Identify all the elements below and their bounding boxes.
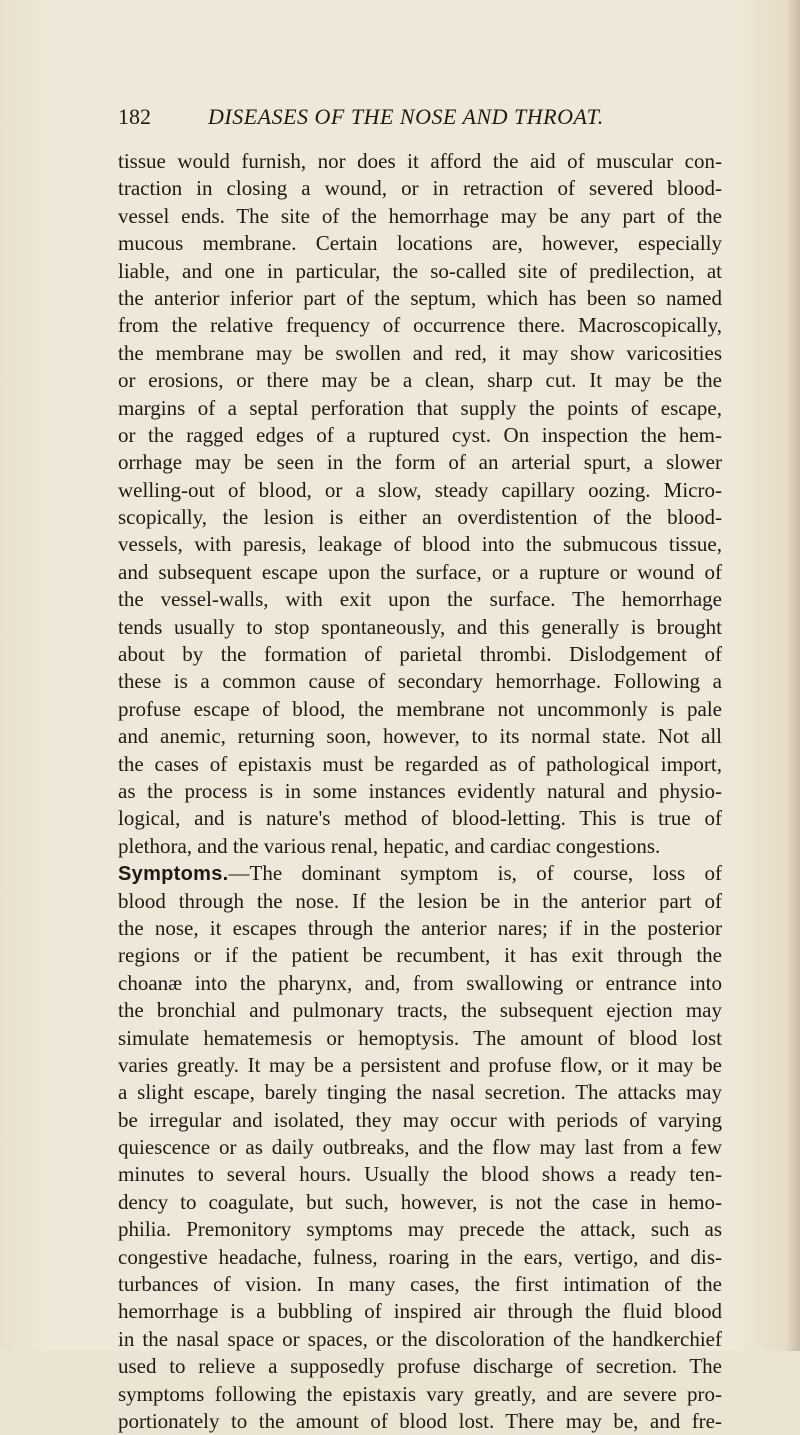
body-text: [118, 148, 722, 1435]
page-header: [118, 104, 722, 134]
text-line: or the ragged edges of a ruptured cyst. On inspection the hem-: [118, 422, 722, 447]
text-line: and anemic, returning soon, however, to its normal state. Not all: [118, 724, 722, 749]
text-line: used to relieve a supposedly profuse discharge of secretion. The: [118, 1354, 722, 1379]
text-line: plethora, and the various renal, hepatic, and cardiac congestions.: [118, 833, 661, 858]
text-line: the vessel-walls, with exit upon the surface. The hemorrhage: [118, 587, 722, 612]
text-line: blood through the nose. If the lesion be in the anterior part of: [118, 888, 722, 913]
text-line: philia. Premonitory symptoms may precede the attack, such as: [118, 1217, 722, 1242]
text-line: varies greatly. It may be a persistent and profuse flow, or it may be: [118, 1052, 722, 1077]
text-line: traction in closing a wound, or in retraction of severed blood-: [118, 176, 722, 201]
text-line: regions or if the patient be recumbent, it has exit through the: [118, 943, 722, 968]
text-line: minutes to several hours. Usually the blood shows a ready ten-: [118, 1162, 722, 1187]
text-line: welling-out of blood, or a slow, steady capillary oozing. Micro-: [118, 477, 722, 502]
text-line: the bronchial and pulmonary tracts, the subsequent ejection may: [118, 998, 722, 1023]
text-line: logical, and is nature's method of blood-letting. This is true of: [118, 806, 722, 831]
text-line: and subsequent escape upon the surface, or a rupture or wound of: [118, 559, 722, 584]
symptoms-heading: Symptoms.: [118, 863, 229, 886]
running-title: DISEASES OF THE NOSE AND THROAT.: [208, 104, 604, 129]
text-line: in the nasal space or spaces, or the discoloration of the handkerchief: [118, 1326, 722, 1351]
text-line: turbances of vision. In many cases, the first intimation of the: [118, 1272, 722, 1297]
text-line: these is a common cause of secondary hemorrhage. Following a: [118, 669, 722, 694]
text-line: from the relative frequency of occurrence there. Macroscopically,: [118, 313, 722, 338]
text-line: the cases of epistaxis must be regarded as of pathological import,: [118, 751, 722, 776]
text-line: profuse escape of blood, the membrane not uncommonly is pale: [118, 696, 722, 721]
symptoms-first-line-text: —The dominant symptom is, of course, loss of: [228, 861, 722, 886]
text-line: dency to coagulate, but such, however, is not the case in hemo-: [118, 1189, 722, 1214]
text-line: about by the formation of parietal thrombi. Dislodgement of: [118, 642, 722, 667]
text-line: be irregular and isolated, they may occur with periods of varying: [118, 1107, 722, 1132]
text-line: hemorrhage is a bubbling of inspired air through the fluid blood: [118, 1299, 722, 1324]
text-line: symptoms following the epistaxis vary greatly, and are severe pro-: [118, 1381, 722, 1406]
text-line: liable, and one in particular, the so-called site of predilection, at: [118, 258, 722, 283]
text-line: the anterior inferior part of the septum, which has been so named: [118, 285, 722, 310]
text-line: mucous membrane. Certain locations are, however, especially: [118, 231, 722, 256]
text-line: portionately to the amount of blood lost. There may be, and fre-: [118, 1408, 722, 1433]
text-line: quiescence or as daily outbreaks, and the flow may last from a few: [118, 1135, 722, 1160]
text-line: choanæ into the pharynx, and, from swallowing or entrance into: [118, 970, 722, 995]
text-line: tissue would furnish, nor does it afford the aid of muscular con-: [118, 149, 722, 173]
text-line: orrhage may be seen in the form of an arterial spurt, a slower: [118, 450, 722, 475]
text-line: vessel ends. The site of the hemorrhage may be any part of the: [118, 203, 722, 228]
text-line: or erosions, or there may be a clean, sharp cut. It may be the: [118, 368, 722, 393]
text-line: a slight escape, barely tinging the nasal secretion. The attacks may: [118, 1080, 722, 1105]
text-line: scopically, the lesion is either an overdistention of the blood-: [118, 505, 722, 530]
page-number: 182: [118, 104, 151, 129]
text-line: as the process is in some instances evidently natural and physio-: [118, 778, 722, 803]
symptoms-first-line: [118, 860, 722, 887]
text-line: the nose, it escapes through the anterior nares; if in the posterior: [118, 915, 722, 940]
text-line: tends usually to stop spontaneously, and this generally is brought: [118, 614, 722, 639]
text-line: the membrane may be swollen and red, it may show varicosities: [118, 340, 722, 365]
text-line: congestive headache, fulness, roaring in the ears, vertigo, and dis-: [118, 1244, 722, 1269]
text-line: margins of a septal perforation that supply the points of escape,: [118, 395, 722, 420]
page-edge-shadow: [786, 0, 800, 1351]
text-line: vessels, with paresis, leakage of blood into the submucous tissue,: [118, 532, 722, 557]
text-line: simulate hematemesis or hemoptysis. The amount of blood lost: [118, 1025, 722, 1050]
